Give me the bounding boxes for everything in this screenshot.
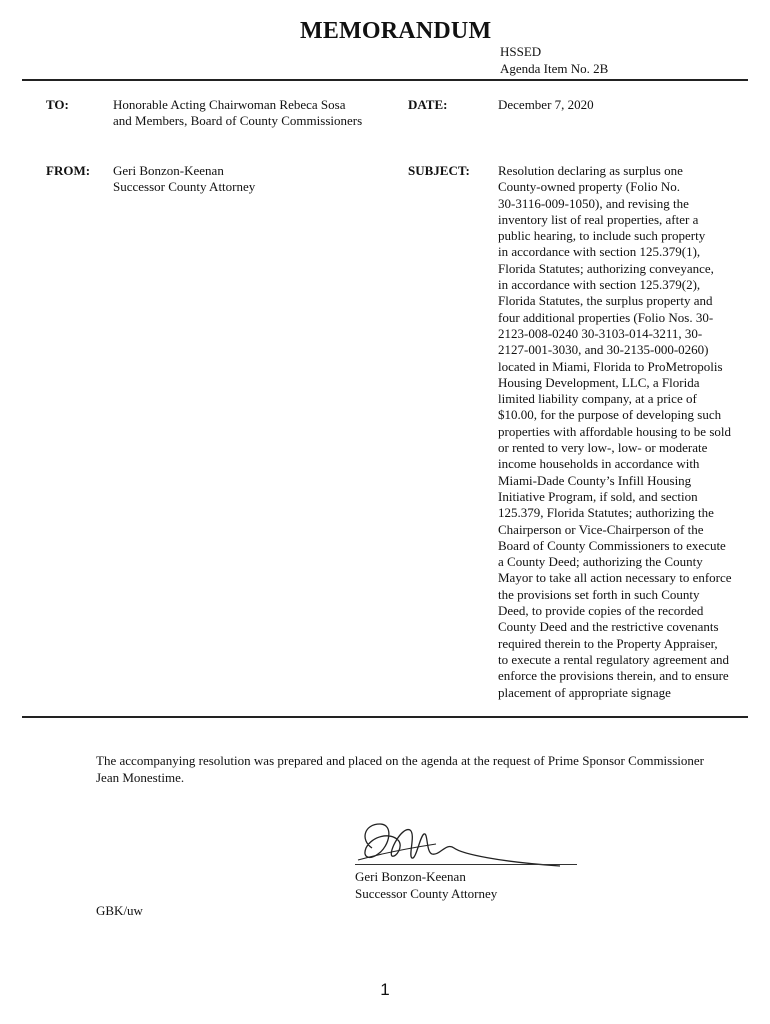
memo-title: MEMORANDUM — [300, 18, 492, 44]
from-value: Geri Bonzon-Keenan Successor County Attorney — [113, 163, 256, 195]
to-label: TO: — [46, 97, 69, 112]
date-value: December 7, 2020 — [498, 97, 594, 112]
from-label: FROM: — [46, 163, 91, 178]
signature-line — [355, 864, 577, 865]
agenda-item: Agenda Item No. 2B — [500, 61, 609, 76]
department-code: HSSED — [500, 44, 542, 59]
subject-value: Resolution declaring as surplus one County-owned property (Folio No. 30-3116-009-1050), and revising the inventory list of real properties, after a public hearing, to include such property in accordance with section 125.379(1), Florida Statutes; authorizing conveyance, in accordance with section 125.379(2), Florida Statutes, the surplus property and four additional properties (Folio Nos. 30- 2123-008-0240 30-3103-014-3211, 30- 2127-001-3030, and 30-2135-000-0260) located in Miami, Florida to ProMetropolis Housing Development, LLC, a Florida limited liability company, at a price of $10.00, for the purpose of developing such properties with affordable housing to be sold or rented to very low-, low- or moderate income households in accordance with Miami-Dade County’s Infill Housing Initiative Program, if sold, and section 125.379, Florida Statutes; authorizing the Chairperson or Vice-Chairperson of the Board of County Commissioners to execute a County Deed; authorizing the County Mayor to take all action necessary to enforce the provisions set forth in such County Deed, to provide copies of the recorded County Deed and the restrictive covenants required therein to the Property Appraiser, to execute a rental regulatory agreement and enforce the provisions therein, and to ensure placement of appropriate signage — [498, 163, 732, 700]
header-divider — [22, 79, 748, 81]
signature-block — [355, 868, 497, 902]
page-number: 1 — [380, 980, 390, 999]
signer-name: Geri Bonzon-Keenan — [355, 869, 466, 884]
signer-title: Successor County Attorney — [355, 886, 498, 901]
to-value: Honorable Acting Chairwoman Rebeca Sosa and Members, Board of County Commissioners — [113, 97, 363, 129]
signature-image — [350, 818, 580, 868]
header-right-block — [500, 43, 608, 77]
section-divider — [22, 716, 748, 718]
typist-initials: GBK/uw — [96, 903, 143, 918]
date-label: DATE: — [408, 97, 448, 112]
body-paragraph: The accompanying resolution was prepared and placed on the agenda at the request of Prime Sponsor Commissioner Jean Monestime. — [96, 753, 704, 785]
subject-label: SUBJECT: — [408, 163, 470, 178]
